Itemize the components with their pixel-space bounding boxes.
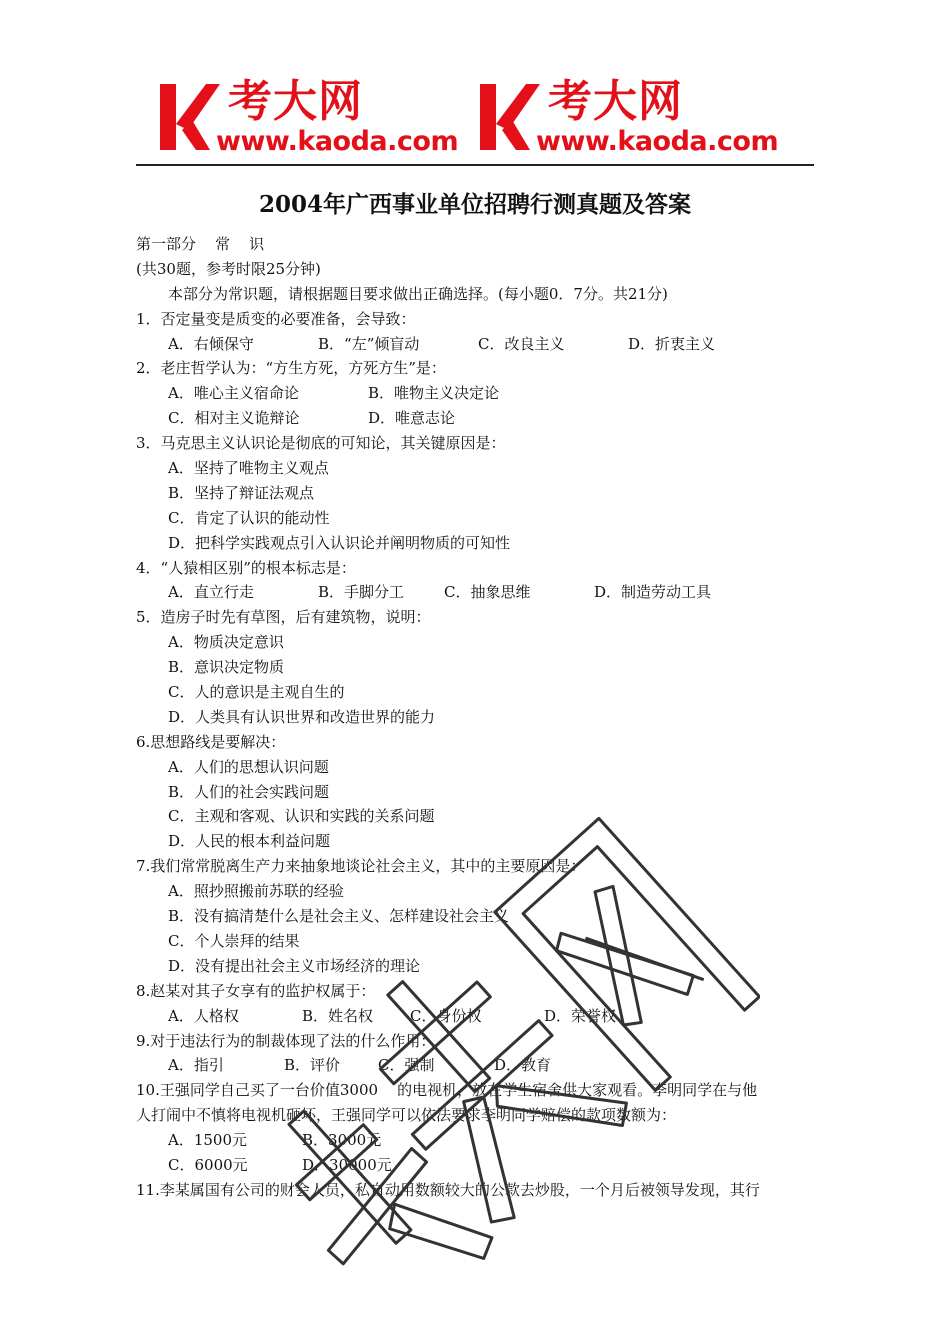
option-c: C．6000元: [168, 1155, 248, 1174]
option-a: A．指引: [168, 1056, 224, 1075]
option-d: D．荣誉权: [544, 1006, 617, 1025]
option-d: D．把科学实践观点引入认识论并阐明物质的可知性: [168, 533, 511, 552]
option-c: C．主观和客观、认识和实践的关系问题: [168, 807, 435, 826]
k-logo-icon: [478, 80, 540, 154]
question-3: 3．马克思主义认识论是彻底的可知论，其关键原因是：: [136, 434, 506, 453]
question-10-options-row1: [136, 1128, 816, 1153]
question-2-options-row2: [136, 406, 816, 431]
option-c: C．强制: [378, 1056, 435, 1075]
option-b: B．评价: [284, 1056, 341, 1075]
question-2-options-row1: [136, 381, 816, 406]
option-a: A．右倾保守: [168, 334, 254, 353]
option-a: A．物质决定意识: [168, 633, 284, 652]
kaoda-logo-right[interactable]: [478, 78, 798, 158]
section-meta: (共30题，参考时限25分钟): [136, 259, 321, 278]
option-d: D．人类具有认识世界和改造世界的能力: [168, 707, 436, 726]
option-d: D．制造劳动工具: [594, 583, 712, 602]
option-c: C．相对主义诡辩论: [168, 409, 300, 428]
question-8: 8.赵某对其子女享有的监护权属于：: [136, 981, 376, 1000]
option-b: B．3000元: [302, 1131, 382, 1150]
document-title: 2004年广西事业单位招聘行测真题及答案: [258, 191, 691, 218]
option-d: D．没有提出社会主义市场经济的理论: [168, 956, 421, 975]
option-d: D．折衷主义: [628, 334, 716, 353]
question-8-options: [136, 1004, 816, 1029]
question-4-options: [136, 580, 816, 605]
option-c: C．身份权: [410, 1006, 482, 1025]
option-a: A．坚持了唯物主义观点: [168, 459, 329, 478]
option-a: A．人们的思想认识问题: [168, 757, 329, 776]
kaoda-logo-left[interactable]: [158, 78, 478, 158]
question-9-options: [136, 1053, 816, 1078]
option-a: A．唯心主义宿命论: [168, 384, 299, 403]
document-body: [136, 232, 816, 1203]
option-b: B．坚持了辩证法观点: [168, 483, 315, 502]
option-c: C．肯定了认识的能动性: [168, 508, 330, 527]
option-c: C．个人崇拜的结果: [168, 931, 300, 950]
option-b: B．人们的社会实践问题: [168, 782, 330, 801]
option-c: C．改良主义: [478, 334, 565, 353]
section-intro: 本部分为常识题，请根据题目要求做出正确选择。(每小题0．7分。共21分): [168, 284, 668, 303]
question-2: 2．老庄哲学认为：“方生方死，方死方生”是：: [136, 359, 446, 378]
logo-brand-text: 考大网: [228, 76, 363, 127]
option-d: D．教育: [494, 1056, 552, 1075]
question-9: 9.对于违法行为的制裁体现了法的什么作用：: [136, 1031, 436, 1050]
section-heading: 第一部分 常 识: [136, 235, 265, 253]
option-b: B．唯物主义决定论: [368, 384, 500, 403]
option-b: B．意识决定物质: [168, 658, 285, 677]
option-c: C．人的意识是主观自生的: [168, 683, 345, 702]
question-4: 4．“人猿相区别”的根本标志是：: [136, 558, 356, 577]
option-a: A．直立行走: [168, 583, 254, 602]
option-d: D．人民的根本利益问题: [168, 832, 331, 851]
question-5: 5．造房子时先有草图，后有建筑物，说明：: [136, 608, 431, 627]
question-7: 7.我们常常脱离生产力来抽象地谈论社会主义，其中的主要原因是：: [136, 857, 586, 876]
question-11: 11.李某属国有公司的财会人员，私自动用数额较大的公款去炒股，一个月后被领导发现，其行: [136, 1180, 760, 1199]
option-a: A．1500元: [168, 1131, 248, 1150]
option-c: C．抽象思维: [444, 583, 531, 602]
header-divider: [136, 164, 814, 166]
logo-url-text: www.kaoda.com: [536, 126, 779, 157]
question-6: 6.思想路线是要解决：: [136, 732, 286, 751]
question-10-options-row2: [136, 1153, 816, 1178]
question-1-options: [136, 332, 816, 357]
question-10-continued: 人打闹中不慎将电视机砸坏，王强同学可以依法要求李明同学赔偿的款项数额为：: [136, 1106, 677, 1125]
option-b: B．没有搞清楚什么是社会主义、怎样建设社会主义: [168, 907, 510, 926]
option-a: A．照抄照搬前苏联的经验: [168, 882, 344, 901]
option-b: B．姓名权: [302, 1006, 374, 1025]
logo-url-text: www.kaoda.com: [216, 126, 459, 157]
k-logo-icon: [158, 80, 220, 154]
option-d: D．30000元: [302, 1155, 392, 1174]
question-10: 10.王强同学自己买了一台价值3000 的电视机，放在学生宿舍供大家观看。李明同学在与他: [136, 1081, 758, 1100]
logo-brand-text: 考大网: [548, 76, 683, 127]
option-a: A．人格权: [168, 1006, 239, 1025]
option-b: B．“左”倾盲动: [318, 334, 420, 353]
question-1: 1．否定量变是质变的必要准备，会导致：: [136, 309, 416, 328]
option-d: D．唯意志论: [368, 409, 456, 428]
option-b: B．手脚分工: [318, 583, 405, 602]
